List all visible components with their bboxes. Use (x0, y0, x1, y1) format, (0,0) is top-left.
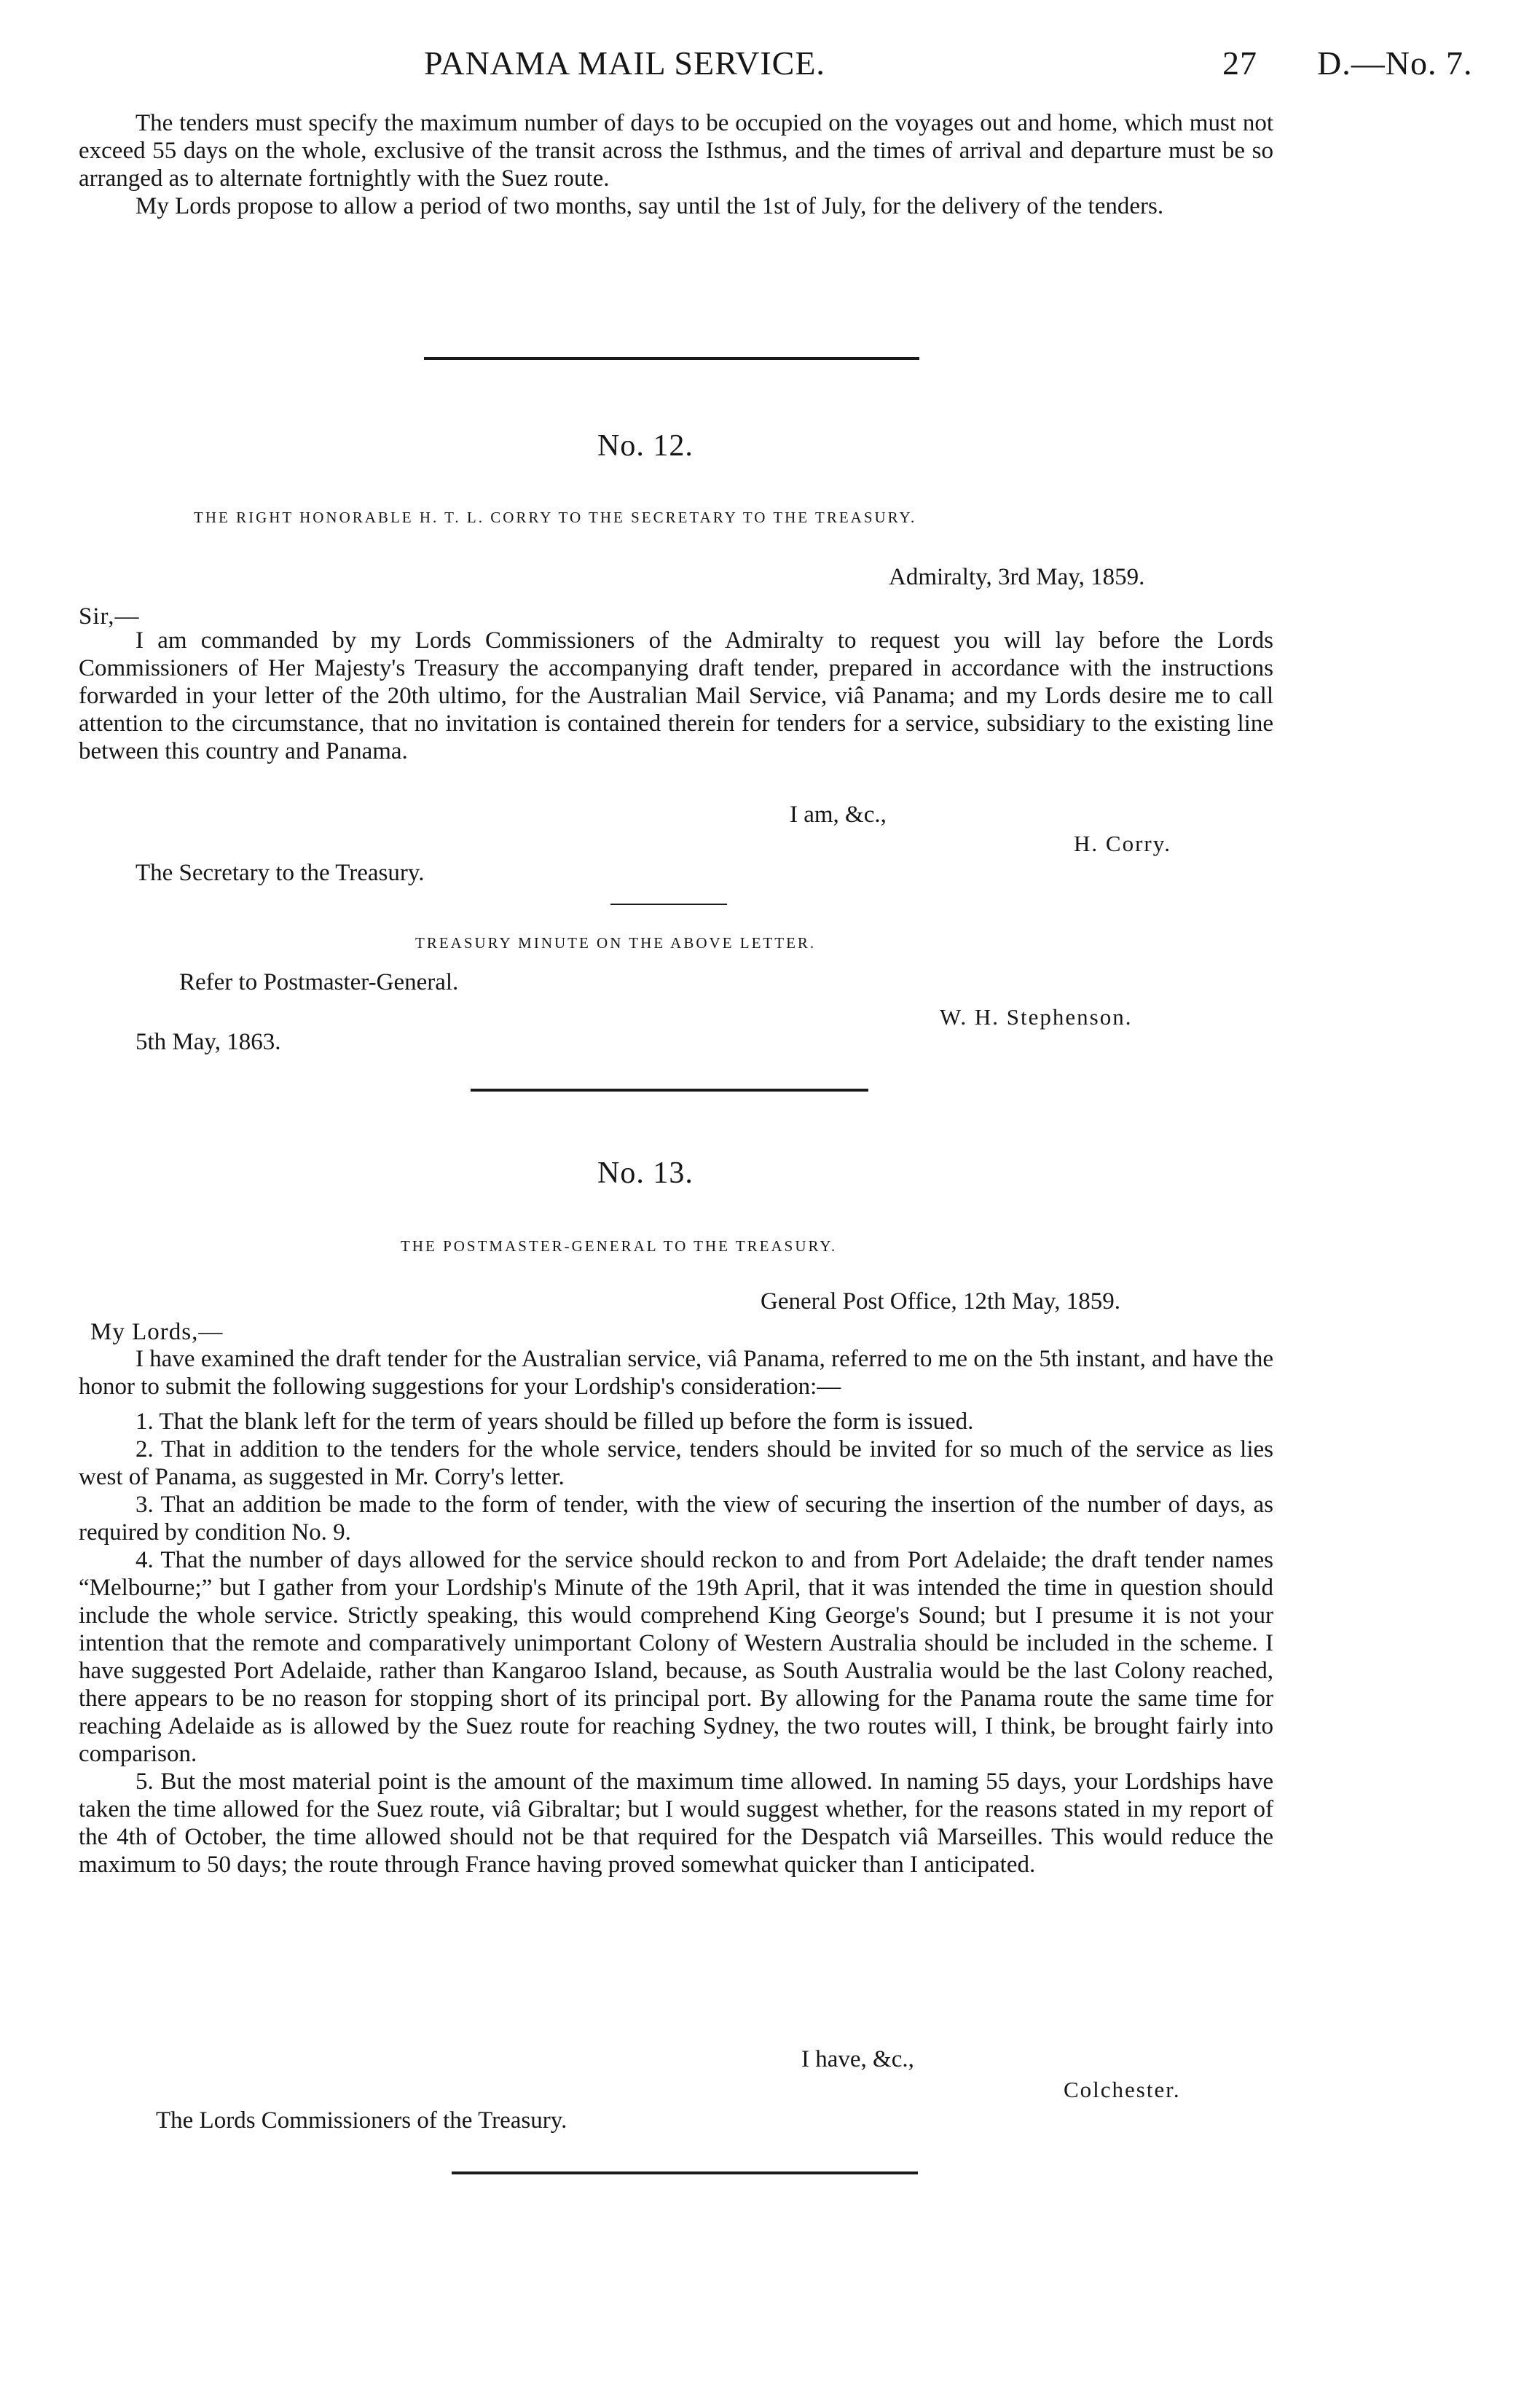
document-number-13: No. 13. (597, 1156, 694, 1190)
section-divider (452, 2171, 918, 2174)
document-13-addressee: The Lords Commissioners of the Treasury. (156, 2107, 567, 2134)
document-13-signature: Colchester. (1064, 2077, 1181, 2102)
suggestion-item-3: 3. That an addition be made to the form of tender, with the view of securing the insertion of the number of days, as required by condition No. 9. (79, 1492, 1273, 1546)
document-12-dateline: Admiralty, 3rd May, 1859. (889, 564, 1145, 590)
document-reference: D.—No. 7. (1317, 44, 1473, 82)
document-12-heading: THE RIGHT HONORABLE H. T. L. CORRY TO THE SECRETARY TO THE TREASURY. (194, 509, 917, 526)
suggestion-item-2: 2. That in addition to the tenders for the whole service, tenders should be invited for so much of the service as lies west of Panama, as suggested in Mr. Corry's letter. (79, 1436, 1273, 1490)
treasury-minute-signature: W. H. Stephenson. (940, 1004, 1133, 1030)
document-12-closing: I am, &c., (790, 802, 887, 828)
document-13-salutation: My Lords,— (90, 1319, 224, 1345)
document-13-body (79, 1345, 1273, 1879)
intro-paragraph-1: The tenders must specify the maximum number of days to be occupied on the voyages out and home, which must not exceed 55 days on the whole, exclusive of the transit across the Isthmus, and the times of arrival and departure must be so arranged as to alternate fortnightly with the Suez route. (79, 110, 1273, 192)
treasury-minute-date: 5th May, 1863. (135, 1029, 281, 1055)
document-12-body (79, 627, 1273, 765)
section-divider (471, 1089, 868, 1092)
suggestion-item-1: 1. That the blank left for the term of years should be filled up before the form is issued. (135, 1409, 974, 1435)
document-12-salutation: Sir,— (79, 603, 140, 630)
minute-divider (610, 904, 727, 905)
document-13-heading: THE POSTMASTER-GENERAL TO THE TREASURY. (401, 1237, 838, 1255)
section-divider (424, 357, 919, 360)
document-13-closing: I have, &c., (801, 2046, 914, 2072)
document-13-dateline: General Post Office, 12th May, 1859. (761, 1288, 1120, 1315)
treasury-minute-text: Refer to Postmaster-General. (179, 969, 459, 995)
document-12-signature: H. Corry. (1074, 831, 1171, 856)
page-number: 27 (1222, 44, 1257, 82)
suggestion-item-4: 4. That the number of days allowed for the service should reckon to and from Port Adelaide; the draft tender names “Melbourne;” but I gather from your Lordship's Minute of the 19th April, that it was intended the time in question should include the whole service. Strictly speaking, this would comprehend King George's Sound; but I presume it is not your intention that the remote and comparatively unimportant Colony of Western Australia should be included in the scheme. I have suggested Port Adelaide, rather than Kangaroo Island, because, as South Australia would be the last Colony reached, there appears to be no reason for stopping short of its principal port. By allowing for the Panama route the same time for reaching Adelaide as is allowed by the Suez route for reaching Sydney, the two routes will, I think, be brought fairly into comparison. (79, 1547, 1273, 1767)
running-title: PANAMA MAIL SERVICE. (424, 44, 825, 82)
document-13-intro: I have examined the draft tender for the Australian service, viâ Panama, referred to me on the 5th instant, and have the honor to submit the following suggestions for your Lordship's consideration:— (79, 1346, 1273, 1400)
treasury-minute-heading: TREASURY MINUTE ON THE ABOVE LETTER. (415, 934, 817, 952)
document-number-12: No. 12. (597, 429, 694, 463)
suggestion-item-5: 5. But the most material point is the amount of the maximum time allowed. In naming 55 days, your Lordships have taken the time allowed for the Suez route, viâ Gibraltar; but I would suggest whether, for the reasons stated in my report of the 4th of October, the time allowed should not be that required for the Despatch viâ Marseilles. This would reduce the maximum to 50 days; the route through France having proved somewhat quicker than I anticipated. (79, 1769, 1273, 1878)
document-12-addressee: The Secretary to the Treasury. (135, 860, 425, 886)
intro-paragraph-2: My Lords propose to allow a period of two months, say until the 1st of July, for the delivery of the tenders. (135, 193, 1164, 219)
document-12-letter-text: I am commanded by my Lords Commissioners of the Admiralty to request you will lay before the Lords Commissioners of Her Majesty's Treasury the accompanying draft tender, prepared in accordance with the instructions forwarded in your letter of the 20th ultimo, for the Australian Mail Service, viâ Panama; and my Lords desire me to call attention to the circumstance, that no invitation is contained therein for tenders for a service, subsidiary to the existing line between this country and Panama. (79, 627, 1273, 764)
intro-section (79, 109, 1273, 220)
